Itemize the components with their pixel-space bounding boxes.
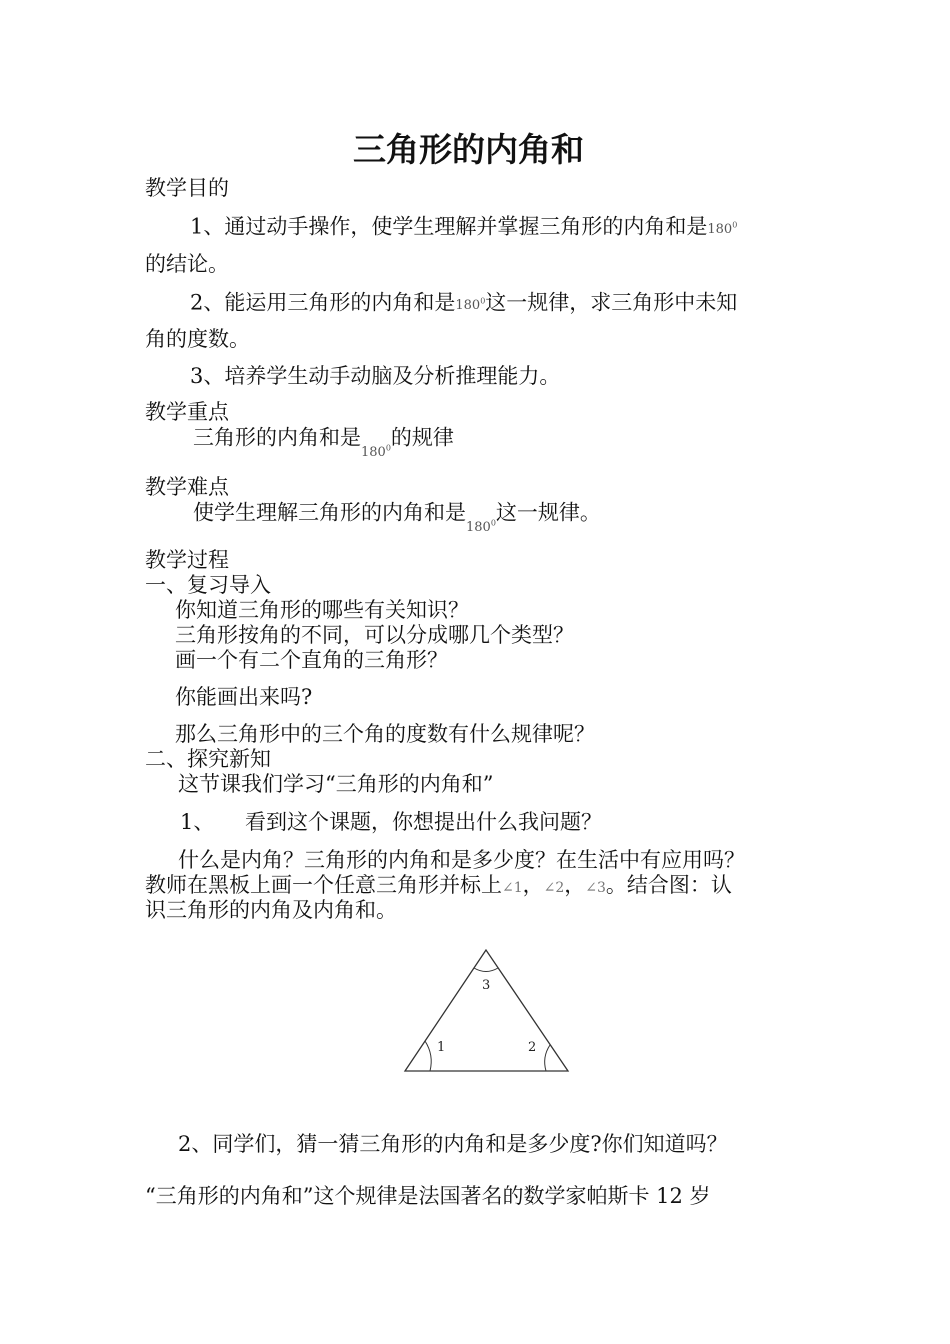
page-title: 三角形的内角和 [353,130,584,169]
objective-1-degree: $180^0$ [707,221,738,238]
triangle-figure [400,945,575,1080]
angle-3-arc [474,968,498,972]
key-point-line [193,424,454,461]
objective-2-degree: $180^0$ [455,297,486,314]
step-1-number: 1、 [180,810,215,834]
key-point-text-b: 的规律 [390,425,454,450]
difficulty-heading: 教学难点 [145,475,229,499]
process-heading: 教学过程 [145,548,229,572]
objectives-heading: 教学目的 [145,176,229,200]
objective-2-text: 2、能运用三角形的内角和是 [190,290,456,315]
review-question-1: 你知道三角形的哪些有关知识？ [175,598,469,622]
pascal-line: “三角形的内角和”这个规律是法国著名的数学家帕斯卡 12 岁 [145,1184,711,1208]
triangle-label-2: 2 [528,1040,537,1055]
objective-2-line [190,289,737,319]
angle-2-arc [545,1045,550,1071]
objective-2-text-b: 这一规律，求三角形中未知 [485,290,738,315]
objective-2-continuation: 角的度数。 [145,327,250,351]
review-question-4: 你能画出来吗? [175,685,313,709]
key-point-heading: 教学重点 [145,400,229,424]
angle-3-label: ∠3 [585,880,606,896]
part1-heading: 一、复习导入 [145,573,271,597]
objective-1-continuation: 的结论。 [145,252,229,276]
part2-heading: 二、探究新知 [145,747,271,771]
triangle-outline [405,950,568,1071]
step-1-text: 看到这个课题，你想提出什么我问题？ [245,810,602,834]
step-2-text: 2、同学们，猜一猜三角形的内角和是多少度?你们知道吗？ [178,1132,728,1156]
paragraph-line-1: 什么是内角？三角形的内角和是多少度？在生活中有应用吗？ [178,848,745,872]
objective-1-line [190,213,737,243]
angle-1-label: ∠1 [502,880,523,896]
angle-2-label: ∠2 [543,880,565,896]
objective-1-text: 1、通过动手操作，使学生理解并掌握三角形的内角和是 [190,214,708,239]
review-question-5: 那么三角形中的三个角的度数有什么规律呢？ [175,722,595,746]
paragraph-line-2: 教师在黑板上画一个任意三角形并标上∠1，∠2，∠3。结合图：认 [145,873,732,897]
key-point-text: 三角形的内角和是 [193,425,361,450]
review-question-3: 画一个有二个直角的三角形？ [175,648,448,672]
triangle-label-1: 1 [437,1040,446,1055]
difficulty-degree: 1800 [466,519,496,536]
key-point-degree: 1800 [361,444,391,461]
objective-3: 3、培养学生动手动脑及分析推理能力。 [190,364,561,388]
triangle-label-3: 3 [482,978,491,993]
paragraph-line-2-text: 教师在黑板上画一个任意三角形并标上 [145,873,502,897]
difficulty-line [193,499,601,536]
paragraph-line-2-text-b: 。结合图：认 [605,873,732,897]
difficulty-text-b: 这一规律。 [495,500,601,525]
difficulty-text: 使学生理解三角形的内角和是 [193,500,466,525]
paragraph-line-3: 识三角形的内角及内角和。 [145,898,397,922]
lesson-intro: 这节课我们学习“三角形的内角和” [178,772,494,796]
review-question-2: 三角形按角的不同，可以分成哪几个类型？ [175,623,574,647]
angle-1-arc [425,1041,431,1071]
